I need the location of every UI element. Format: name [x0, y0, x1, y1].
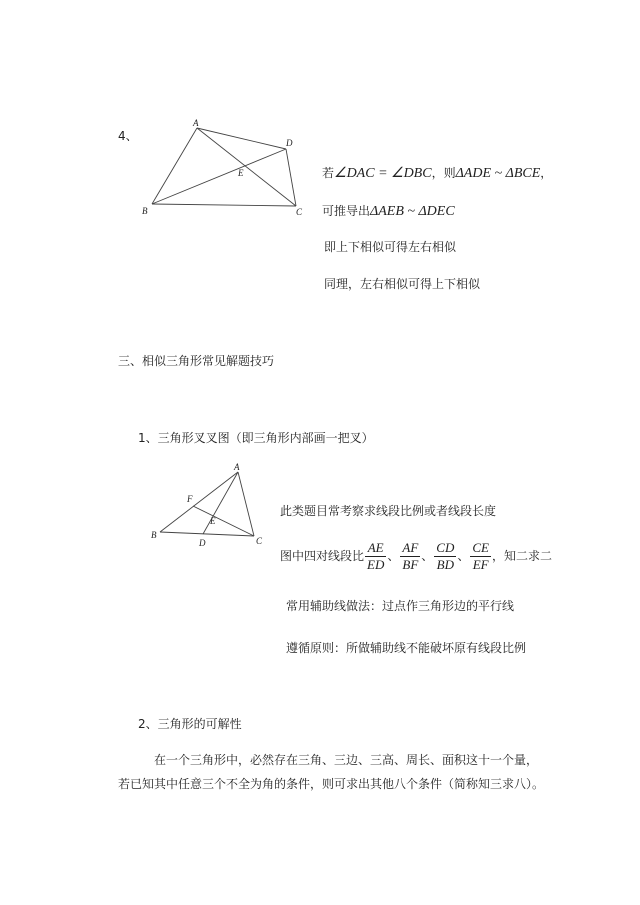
conclusion-line-1: 即上下相似可得左右相似 [324, 240, 457, 254]
vertex-label-E: E [238, 168, 244, 178]
solvability-paragraph: 在一个三角形中，必然存在三角、三边、三高、周长、面积这十一个量，若已知其中任意三个不全为角的条件，则可求出其他八个条件（简称知三求八）。 [118, 753, 545, 791]
quadrilateral-diagram [138, 116, 313, 220]
vertex-label-E: E [210, 516, 216, 526]
side-BC [160, 532, 254, 536]
derivation-line: 可推导出ΔAEB ~ ΔDEC [322, 204, 455, 219]
condition-line: 若∠DAC = ∠DBC，则ΔADE ~ ΔBCE， [322, 166, 553, 181]
segment-CF [193, 506, 254, 536]
conclusion-line-2: 同理，左右相似可得上下相似 [324, 277, 481, 291]
vertex-label-A: A [234, 462, 240, 472]
description-line: 此类题目常考察求线段比例或者线段长度 [280, 504, 497, 518]
vertex-label-B: B [142, 206, 148, 216]
ratio-AE-ED: $\frac{AE}{ED}$ [367, 539, 385, 572]
vertex-label-F: F [187, 494, 193, 504]
principle-line: 遵循原则：所做辅助线不能破坏原有线段比例 [286, 641, 527, 655]
segment-AD [203, 472, 238, 534]
ratio-line: 图中四对线段比 $\frac{AE}{ED}$ 、 $\frac{AF}{BF}$ 、 $\frac{CD}{BD}$ 、 $\frac{CE}{EF}$ ，知二求二 [280, 539, 552, 572]
ratio-CE-EF: $\frac{CE}{EF}$ [472, 539, 489, 572]
angle-equality: ∠DAC = ∠DBC [334, 166, 432, 181]
ratio-CD-BD: $\frac{CD}{BD}$ [436, 539, 455, 572]
vertex-label-C: C [296, 207, 303, 217]
segment-BA [152, 128, 197, 204]
segment-DC [286, 149, 296, 206]
similarity-ADE-BCE: ΔADE ~ ΔBCE [455, 166, 541, 181]
auxiliary-method-line: 常用辅助线做法：过点作三角形边的平行线 [286, 599, 515, 613]
vertex-label-D: D [286, 138, 293, 148]
vertex-label-B: B [151, 530, 157, 540]
side-AC [238, 472, 254, 536]
ratio-AF-BF: $\frac{AF}{BF}$ [402, 539, 419, 572]
similarity-AEB-DEC: ΔAEB ~ ΔDEC [370, 204, 455, 219]
subsection-heading-2: 2、三角形的可解性 [138, 717, 242, 731]
side-BA [160, 472, 238, 532]
subsection-heading-1: 1、三角形叉叉图（即三角形内部画一把叉） [138, 431, 374, 445]
item-number: 4、 [118, 129, 138, 143]
vertex-label-C: C [256, 536, 263, 546]
vertex-label-D: D [199, 538, 206, 548]
segment-CB [152, 204, 296, 206]
diagonal-BD [152, 149, 286, 204]
section-heading: 三、相似三角形常见解题技巧 [118, 354, 275, 368]
vertex-label-A: A [193, 118, 199, 128]
triangle-cross-diagram [148, 460, 270, 552]
